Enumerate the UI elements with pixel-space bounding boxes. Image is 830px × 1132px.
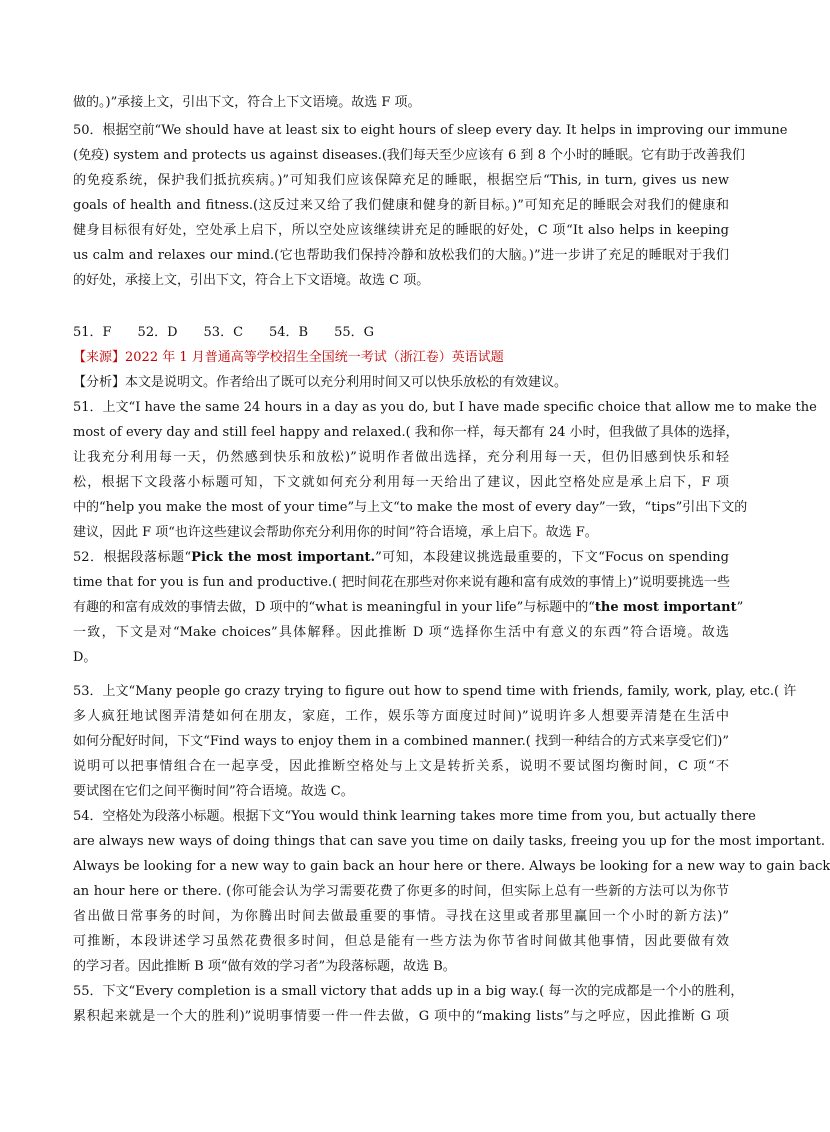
text-line [73,648,729,668]
text-line [73,623,729,643]
text-segment: 要试图在它们之间平衡时间”符合语境。故选 C。 [73,784,354,799]
text-segment: 55．下文“Every completion is a small victory that adds up in a big way.( 每一次的完成都是一个小的胜利， [73,984,744,999]
text-segment: 51．F 52．D 53．C 54．B 55．G [73,325,375,340]
answer-key-line [73,323,729,343]
text-line [73,682,797,702]
text-line [73,982,744,1002]
text-line [73,523,729,543]
text-segment: 51．上文“I have the same 24 hours in a day as you do, but I have made specific choice that allow me to make the [73,400,817,415]
text-line [73,857,830,877]
text-line [73,246,729,266]
text-segment: 建议，因此 F 项“也许这些建议会帮助你充分利用你的时间”符合语境，承上启下。故选 F。 [73,525,598,540]
text-segment: (免疫) system and protects us against diseases.(我们每天至少应该有 6 到 8 个小时的睡眠。它有助于改善我们 [73,148,745,163]
source-line [73,348,729,368]
text-line [73,93,729,113]
text-line [73,1007,729,1027]
text-line [73,423,739,443]
text-line [73,448,729,468]
text-line [73,196,729,216]
text-line [73,498,748,518]
source-label: 【来源】2022 年 1 月普通高等学校招生全国统一考试（浙江卷）英语试题 [73,350,504,365]
text-segment: 的免疫系统，保护我们抵抗疾病。)”可知我们应该保障充足的睡眠，根据空后“This, in turn, gives us new [73,173,729,188]
text-segment: 有趣的和富有成效的事情去做，D 项中的“what is meaningful in your life”与标题中的“ [73,600,595,615]
text-line [73,707,729,727]
text-segment: D。 [73,650,97,665]
bold-phrase: the most important [594,600,737,615]
analysis-line [73,373,729,393]
text-line [73,732,729,752]
text-line [73,832,825,852]
text-segment: 53．上文“Many people go crazy trying to figure out how to spend time with friends, family, work, play, etc.( 许 [73,684,797,699]
text-segment: 54．空格处为段落小标题。根据下文“You would think learning takes more time from you, but actually there [73,809,756,824]
text-segment: 说明可以把事情组合在一起享受，因此推断空格处与上文是转折关系，说明不要试图均衡时间，C 项“不 [73,759,729,774]
text-line [73,598,744,618]
text-segment: 的学习者。因此推断 B 项“做有效的学习者”为段落标题，故选 B。 [73,959,456,974]
text-line [73,782,729,802]
text-line [73,882,729,902]
text-line [73,573,729,593]
text-segment: most of every day and still feel happy and relaxed.( 我和你一样，每天都有 24 小时，但我做了具体的选择， [73,425,739,440]
text-line [73,146,745,166]
text-segment: 中的“help you make the most of your time”与上文“to make the most of every day”一致，“tips”引出下文的 [73,500,748,515]
text-line [73,271,729,291]
text-segment: 一致，下文是对“Make choices”具体解释。因此推断 D 项“选择你生活中有意义的东西”符合语境。故选 [73,625,729,640]
text-segment: 50．根据空前“We should have at least six to eight hours of sleep every day. It helps in improving our immune [73,123,788,138]
text-segment: 52．根据段落标题“ [73,550,192,565]
text-segment: 做的。)”承接上文，引出下文，符合上下文语境。故选 F 项。 [73,95,421,110]
text-segment: ” [736,600,744,615]
text-line [73,171,729,191]
text-segment: an hour here or there. (你可能会认为学习需要花费了你更多的时间，但实际上总有一些新的方法可以为你节 [73,884,729,899]
text-line [73,398,817,418]
text-segment: goals of health and fitness.(这反过来又给了我们健康和健身的新目标。)”可知充足的睡眠会对我们的健康和 [73,198,729,213]
text-line [73,121,788,141]
text-segment: are always new ways of doing things that can save you time on daily tasks, freeing you up for the most important. [73,834,825,849]
text-segment: 【分析】本文是说明文。作者给出了既可以充分利用时间又可以快乐放松的有效建议。 [73,375,568,390]
text-segment: 松，根据下文段落小标题可知，下文就如何充分利用每一天给出了建议，因此空格处应是承上启下，F 项 [73,475,729,490]
text-segment: 可推断，本段讲述学习虽然花费很多时间，但总是能有一些方法为你节省时间做其他事情，因此要做有效 [73,934,729,949]
text-segment: 省出做日常事务的时间，为你腾出时间去做最重要的事情。寻找在这里或者那里赢回一个小时的新方法)” [73,909,729,924]
text-segment: 健身目标很有好处，空处承上启下，所以空处应该继续讲充足的睡眠的好处，C 项“It also helps in keeping [73,223,729,238]
text-line [73,757,729,777]
text-line [73,907,729,927]
text-segment: 让我充分利用每一天，仍然感到快乐和放松)”说明作者做出选择，充分利用每一天，但仍旧感到快乐和轻 [73,450,729,465]
text-line [73,221,729,241]
text-segment: 累积起来就是一个大的胜利)”说明事情要一件一件去做，G 项中的“making lists”与之呼应，因此推断 G 项 [73,1009,729,1024]
text-line [73,548,729,568]
text-line [73,807,756,827]
text-line [73,932,729,952]
text-segment: Always be looking for a new way to gain back an hour here or there. Always be looking for a new way to gain back [73,859,830,874]
text-segment: ”可知，本段建议挑选最重要的，下文“Focus on spending [375,550,729,565]
text-line [73,473,729,493]
text-segment: 多人疯狂地试图弄清楚如何在朋友，家庭，工作，娱乐等方面度过时间)”说明许多人想要弄清楚在生活中 [73,709,729,724]
bold-phrase: Pick the most important. [191,550,376,565]
text-segment: 的好处，承接上文，引出下文，符合上下文语境。故选 C 项。 [73,273,430,288]
text-line [73,957,729,977]
text-segment: us calm and relaxes our mind.(它也帮助我们保持冷静和放松我们的大脑。)”进一步讲了充足的睡眠对于我们 [73,248,729,263]
text-segment: time that for you is fun and productive.( 把时间花在那些对你来说有趣和富有成效的事情上)”说明要挑选一些 [73,575,730,590]
text-segment: 如何分配好时间，下文“Find ways to enjoy them in a combined manner.( 找到一种结合的方式来享受它们)” [73,734,729,749]
